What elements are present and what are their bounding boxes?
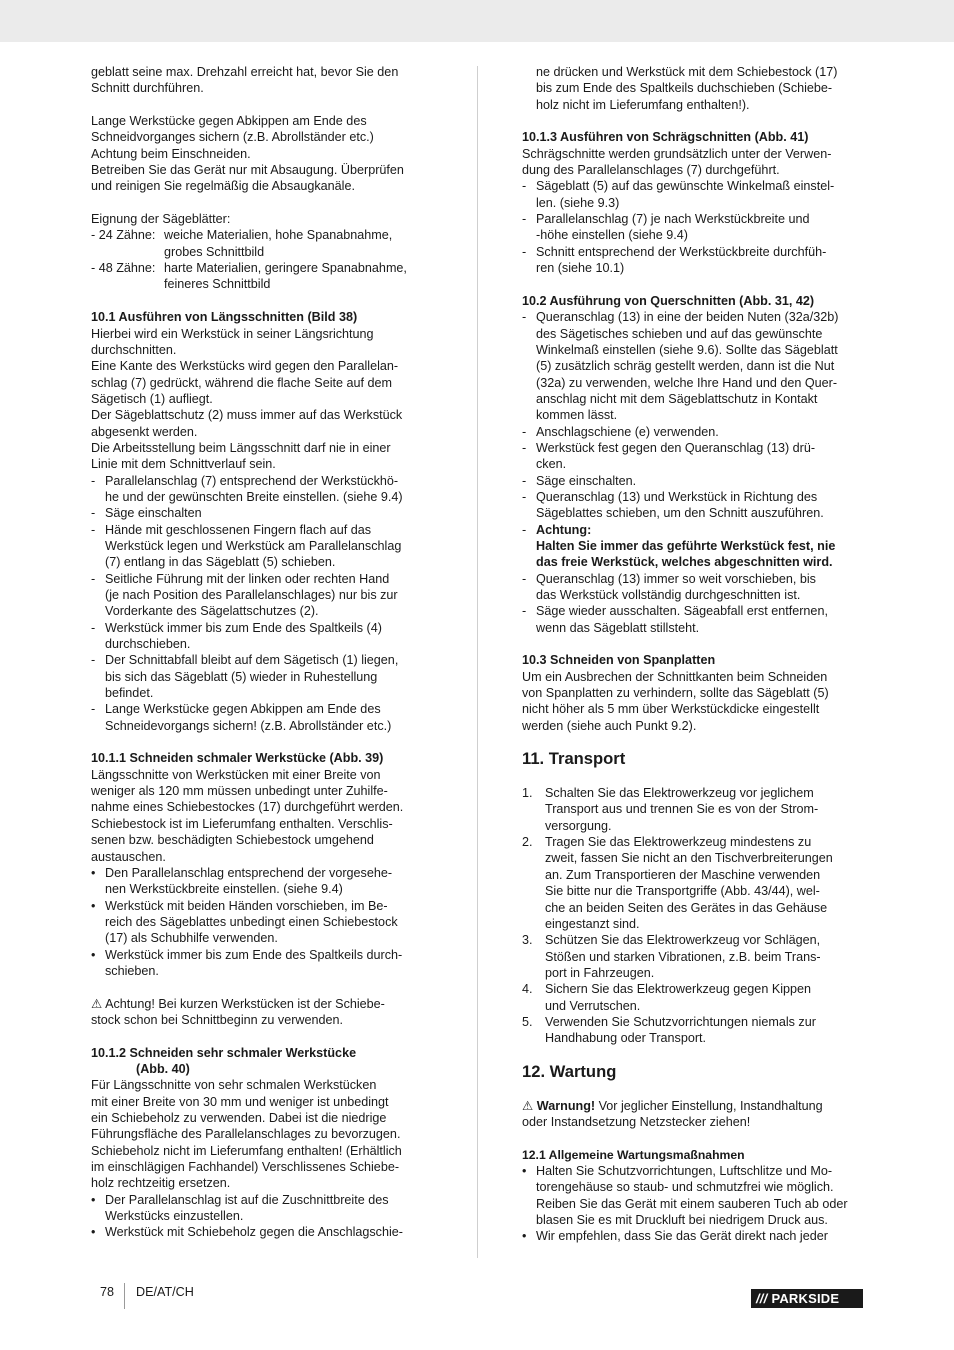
list-item: - Hände mit geschlossenen Fingern flach auf das Werkstück legen und Werkstück am Parallelanschlag (7) entlang in das Sägeblatt (5) schieben. bbox=[91, 522, 402, 570]
list-item: - Säge einschalten bbox=[91, 506, 202, 521]
brand-name: PARKSIDE bbox=[771, 1291, 840, 1306]
list-item: - Der Schnittabfall bleibt auf dem Sägetisch (1) liegen, bis sich das Sägeblatt (5) wieder in Ruhestellung befindet. bbox=[91, 653, 399, 701]
list-item: - Queranschlag (13) und Werkstück in Richtung des Sägeblattes schieben, um den Schnitt auszuführen. bbox=[522, 489, 824, 521]
parkside-logo bbox=[751, 1289, 863, 1308]
list-10-1-3 bbox=[522, 178, 867, 276]
list-11 bbox=[522, 785, 867, 1047]
heading-10-1: 10.1 Ausführen von Längsschnitten (Bild 38) bbox=[91, 310, 358, 325]
section-10-1-1-text: Längsschnitte von Werkstücken mit einer Breite von weniger als 120 mm müssen unbedingt unter Zuhilfe- nahme eines Schiebestockes (17) durchgeführt werden. Schiebestock ist im Lieferumfang enthalten. Verschlis- senen bzw. beschädigten Schiebestock umgehend austauschen. bbox=[91, 767, 404, 864]
continued-text: ne drücken und Werkstück mit dem Schiebestock (17) bis zum Ende des Spaltkeils duchschieben (Schiebe- holz nicht im Lieferumfang enthalten!). bbox=[536, 65, 838, 112]
list-item: - Werkstück immer bis zum Ende des Spaltkeils (4) durchschieben. bbox=[91, 620, 382, 652]
text-line: Achtung beim Einschneiden. bbox=[91, 146, 251, 161]
heading-10-2: 10.2 Ausführung von Querschnitten (Abb. 31, 42) bbox=[522, 293, 815, 308]
footer-separator bbox=[124, 1283, 125, 1309]
heading-10-1-2-cont: (Abb. 40) bbox=[136, 1061, 190, 1076]
list-item: - Anschlagschiene (e) verwenden. bbox=[522, 424, 719, 439]
list-item: • Werkstück mit Schiebeholz gegen die Anschlagschie- bbox=[91, 1225, 403, 1240]
text-line: Betreiben Sie das Gerät nur mit Absaugung. Überprüfen bbox=[91, 163, 404, 178]
heading-10-1-2: 10.1.2 Schneiden sehr schmaler Werkstücke bbox=[91, 1045, 357, 1060]
list-item-achtung: - Achtung: Halten Sie immer das geführte Werkstück fest, nie das freie Werkstück, welches abgeschnitten wird. bbox=[522, 522, 836, 570]
numbered-item: 2. Tragen Sie das Elektrowerkzeug mindestens zu zweit, fassen Sie nicht an den Tischverbreiterungen an. Zum Transportieren der Maschine verwenden Sie bitte nur die Transportgriffe (Abb. 43/44), wel- che an beiden Seiten des Gerätes in das Gehäuse eingestanzt sind. bbox=[522, 835, 833, 931]
text-line: Schnitt durchführen. bbox=[91, 81, 204, 96]
list-item: - Schnitt entsprechend der Werkstückbreite durchfüh- ren (siehe 10.1) bbox=[522, 244, 827, 276]
warning-triangle-icon: ⚠ bbox=[522, 1098, 534, 1113]
heading-12-1: 12.1 Allgemeine Wartungsmaßnahmen bbox=[522, 1147, 745, 1162]
section-10-1-2-text: Für Längsschnitte von sehr schmalen Werkstücken mit einer Breite von 30 mm und weniger ist unbedingt ein Schiebeholz zu verwenden. Dabei ist die niedrige Führungsfläche des Parallelanschlages zu bevorzugen. Schiebeholz nicht im Lieferumfang enthalten! (Erhältlich im einschlägigen Fachhandel) Verschlissenes Schiebe- holz rechtzeitig ersetzen. bbox=[91, 1078, 402, 1191]
section-10-1-3-text: Schrägschnitte werden grundsätzlich unter der Verwen- dung des Parallelanschlages (7) durchgeführt. bbox=[522, 146, 832, 178]
text-line: Lange Werkstücke gegen Abkippen am Ende des bbox=[91, 114, 367, 129]
list-item: • Werkstück mit beiden Händen vorschieben, im Be- reich des Sägeblattes unbedingt einen Schiebestock (17) als Schubhilfe verwenden. bbox=[91, 898, 398, 946]
list-item: - Queranschlag (13) immer so weit vorschieben, bis das Werkstück vollständig durchgeschnitten ist. bbox=[522, 571, 816, 602]
numbered-item: 3. Schützen Sie das Elektrowerkzeug vor Schlägen, Stößen und starken Vibrationen, z.B. beim Trans- port in Fahrzeugen. bbox=[522, 933, 821, 980]
list-10-2 bbox=[522, 309, 867, 636]
numbered-item: 1. Schalten Sie das Elektrowerkzeug vor jeglichem Transport aus und trennen Sie es von der Strom- versorgung. bbox=[522, 786, 819, 833]
list-item: - Parallelanschlag (7) entsprechend der Werkstückhö- he und der gewünschten Breite einstellen. (siehe 9.4) bbox=[91, 473, 403, 504]
heading-11-transport: 11. Transport bbox=[522, 749, 626, 769]
section-10-3-text: Um ein Ausbrechen der Schnittkanten beim Schneiden von Spanplatten zu verhindern, sollte das Sägeblatt (5) nicht höher als 5 mm über Werkstückdicke eingestellt werden (siehe auch Punkt 9.2). bbox=[522, 669, 829, 733]
section-10-1-text: Hierbei wird ein Werkstück in seiner Längsrichtung durchschnitten. Eine Kante des Werkstücks wird gegen den Parallelan- schlag (7) gedrückt, während die flache Seite auf dem Sägetisch (1) aufliegt. Der Sägeblattschutz (2) muss immer auf das Werkstück abgesenkt werden. Die Arbeitsstellung beim Längsschnitt darf nie in einer Linie mit dem Schnittverlauf sein. bbox=[91, 326, 403, 472]
maintenance-warning: ⚠ Warnung! Vor jeglicher Einstellung, Instandhaltung oder Instandsetzung Netzstecker ziehen! bbox=[522, 1098, 823, 1129]
top-bar bbox=[0, 0, 954, 42]
list-item: - Parallelanschlag (7) je nach Werkstückbreite und -höhe einstellen (siehe 9.4) bbox=[522, 212, 810, 243]
list-item: - Sägeblatt (5) auf das gewünschte Winkelmaß einstel- len. (siehe 9.3) bbox=[522, 179, 835, 210]
page-number: 78 bbox=[100, 1285, 115, 1299]
heading-10-1-1: 10.1.1 Schneiden schmaler Werkstücke (Abb. 39) bbox=[91, 751, 384, 766]
list-item: - Werkstück fest gegen den Queranschlag (13) drü- cken. bbox=[522, 440, 816, 472]
warning-triangle-icon: ⚠ bbox=[91, 996, 103, 1011]
suitability-item: - 48 Zähne: harte Materialien, geringere Spanabnahme, feineres Schnittbild bbox=[91, 261, 407, 292]
list-item: - Lange Werkstücke gegen Abkippen am Ende des Schneidevorgangs sichern! (z.B. Abrollständer etc.) bbox=[91, 702, 392, 733]
numbered-item: 4. Sichern Sie das Elektrowerkzeug gegen Kippen und Verrutschen. bbox=[522, 982, 812, 1013]
text-line: Schneidvorganges sichern (z.B. Abrollständer etc.) bbox=[91, 130, 374, 145]
left-column bbox=[91, 64, 436, 1241]
list-item: • Den Parallelanschlag entsprechend der vorgesehe- nen Werkstückbreite einstellen. (siehe 9.4) bbox=[91, 865, 393, 897]
heading-12-wartung: 12. Wartung bbox=[522, 1061, 617, 1081]
list-item: - Queranschlag (13) in eine der beiden Nuten (32a/32b) des Sägetisches schieben und auf das gewünschte Winkelmaß einstellen (siehe 9.6). Sollte das Sägeblatt (5) zusätzlich schräg gestellt werden, dann ist die Nut (32a) zu verwenden, welche Ihre Hand und den Quer- anschlag nicht mit dem Sägeblattschutz in Kontakt kommen lässt. bbox=[522, 310, 839, 423]
list-item: - Säge einschalten. bbox=[522, 473, 637, 488]
warning-note: ⚠ Achtung! Bei kurzen Werkstücken ist der Schiebe- stock schon bei Schnittbeginn zu verwenden. bbox=[91, 996, 385, 1027]
region-code: DE/AT/CH bbox=[136, 1285, 194, 1299]
suitability-item: - 24 Zähne: weiche Materialien, hohe Spanabnahme, grobes Schnittbild bbox=[91, 228, 393, 259]
list-10-1-2 bbox=[91, 1192, 436, 1241]
list-10-1 bbox=[91, 473, 436, 735]
list-12-1 bbox=[522, 1163, 867, 1245]
suitability-title: Eignung der Sägeblätter: bbox=[91, 212, 231, 227]
text-line: geblatt seine max. Drehzahl erreicht hat, bevor Sie den bbox=[91, 65, 399, 79]
numbered-item: 5. Verwenden Sie Schutzvorrichtungen niemals zur Handhabung oder Transport. bbox=[522, 1014, 816, 1046]
text-line: und reinigen Sie regelmäßig die Absaugkanäle. bbox=[91, 179, 355, 194]
list-item: • Wir empfehlen, dass Sie das Gerät direkt nach jeder bbox=[522, 1229, 828, 1244]
column-divider bbox=[477, 66, 478, 1258]
list-item: • Der Parallelanschlag ist auf die Zuschnittbreite des Werkstücks einzustellen. bbox=[91, 1192, 389, 1224]
list-item: • Halten Sie Schutzvorrichtungen, Luftschlitze und Mo- torengehäuse so staub- und schmutzfrei wie möglich. Reiben Sie das Gerät mit einem sauberen Tuch ab oder blasen Sie es mit Druckluft bei niedrigem Druck aus. bbox=[522, 1163, 848, 1227]
list-item: - Säge wieder ausschalten. Sägeabfall erst entfernen, wenn das Sägeblatt stillsteht. bbox=[522, 604, 828, 635]
right-column bbox=[522, 64, 867, 1245]
logo-stripes-icon: /// bbox=[756, 1291, 768, 1306]
list-10-1-1 bbox=[91, 865, 436, 979]
list-item: - Seitliche Führung mit der linken oder rechten Hand (je nach Position des Parallelanschlages) nur bis zur Vorderkante des Sägelattschutzes (2). bbox=[91, 571, 398, 619]
heading-10-3: 10.3 Schneiden von Spanplatten bbox=[522, 653, 716, 668]
list-item: • Werkstück immer bis zum Ende des Spaltkeils durch- schieben. bbox=[91, 947, 403, 978]
heading-10-1-3: 10.1.3 Ausführen von Schrägschnitten (Abb. 41) bbox=[522, 130, 809, 145]
